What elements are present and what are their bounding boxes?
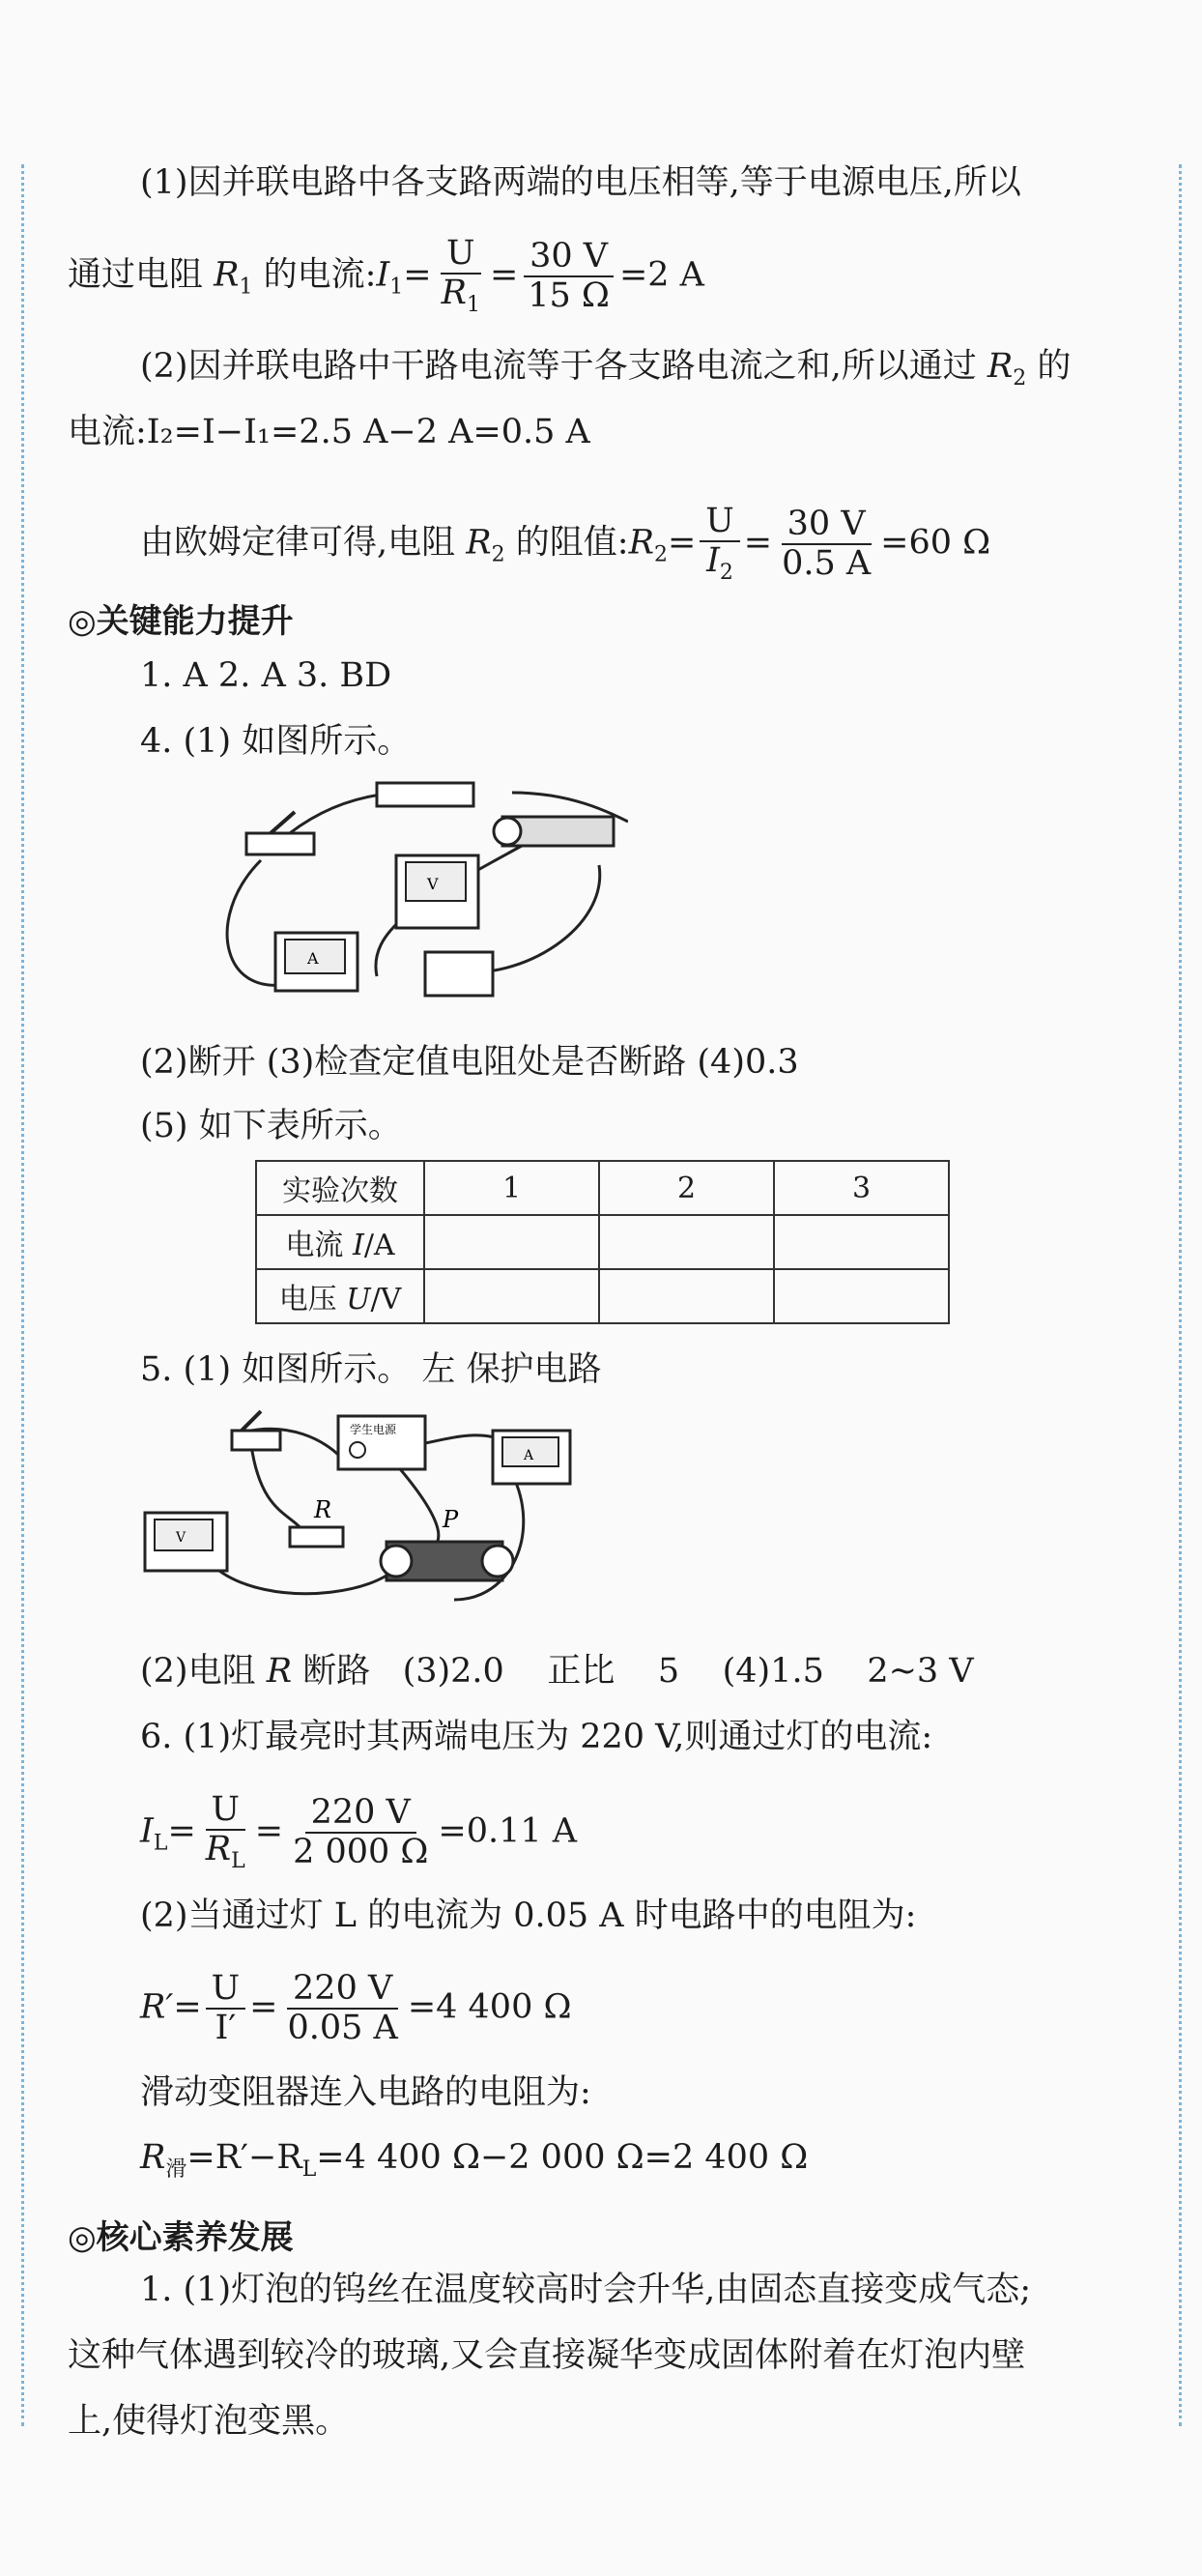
left-border	[21, 164, 24, 2426]
q4b: (2)断开 (3)检查定值电阻处是否断路 (4)0.3	[140, 1043, 799, 1082]
eq4: R′= $\frac{U}{I'}$ = $\frac{220 V}{0.05 A}$ =4 400 Ω	[140, 1969, 572, 2047]
p7a: 1. (1)灯泡的钨丝在温度较高时会升华,由固态直接变成气态;	[140, 2271, 1032, 2309]
p2b: 电流:I₂=I−I₁=2.5 A−2 A=0.5 A	[68, 413, 590, 451]
svg-text:V: V	[427, 875, 439, 893]
p7b: 这种气体遇到较冷的玻璃,又会直接凝华变成固体附着在灯泡内壁	[68, 2336, 1026, 2375]
table-row-label: 电压 U/V	[256, 1269, 424, 1323]
right-border	[1179, 164, 1182, 2426]
data-table	[255, 1160, 950, 1324]
eq3: $I_L=$ $\frac{U}{R_L}$ = $\frac{220 V}{2 000 \Omega}$ =0.11 A	[140, 1790, 578, 1873]
q4: 4. (1) 如图所示。	[140, 722, 412, 761]
p1a: (1)因并联电路中各支路两端的电压相等,等于电源电压,所以	[140, 163, 1021, 202]
svg-text:R: R	[314, 1496, 332, 1523]
table-header: 3	[774, 1161, 949, 1215]
table-header: 实验次数	[256, 1161, 424, 1215]
q6b: (2)当通过灯 L 的电流为 0.05 A 时电路中的电阻为:	[140, 1896, 917, 1935]
answers-1-3: 1. A 2. A 3. BD	[140, 656, 392, 695]
svg-text:学生电源: 学生电源	[350, 1423, 397, 1436]
table-row-label: 电流 I/A	[256, 1215, 424, 1269]
eq5: $R_滑=R'-R_L=4$ 400 Ω−2 000 Ω=2 400 Ω	[140, 2138, 809, 2182]
svg-text:V: V	[176, 1530, 186, 1546]
table-header: 1	[424, 1161, 599, 1215]
p7c: 上,使得灯泡变黑。	[68, 2402, 350, 2441]
q5b: (2)电阻 R 断路 (3)2.0 正比 5 (4)1.5 2~3 V	[140, 1652, 974, 1691]
section-heading: ◎核心素养发展	[68, 2218, 294, 2257]
svg-text:A: A	[524, 1448, 534, 1463]
q5: 5. (1) 如图所示。 左 保护电路	[140, 1350, 602, 1389]
svg-text:P: P	[443, 1506, 459, 1533]
circuit-diagram-2	[135, 1406, 589, 1619]
table-header: 2	[599, 1161, 774, 1215]
p3: 由欧姆定律可得,电阻 $R_2$ 的阻值$:R_2=$ $\frac{U}{I_2}$ = $\frac{30 V}{0.5 A}$ =60 Ω	[140, 502, 991, 585]
q6c: 滑动变阻器连入电路的电阻为:	[140, 2073, 591, 2112]
q6: 6. (1)灯最亮时其两端电压为 220 V,则通过灯的电流:	[140, 1718, 933, 1756]
section-heading: ◎关键能力提升	[68, 602, 294, 641]
q4c: (5) 如下表所示。	[140, 1107, 402, 1145]
p2a: (2)因并联电路中干路电流等于各支路电流之和,所以通过 $R_2$ 的	[140, 347, 1072, 391]
svg-text:A: A	[307, 949, 319, 968]
p1b: 通过电阻 $R_1$ 的电流$:I_1=$ $\frac{U}{R_1}$ = $\frac{30 V}{15 \Omega}$ =2 A	[68, 234, 704, 317]
circuit-diagram-1	[203, 773, 628, 1015]
